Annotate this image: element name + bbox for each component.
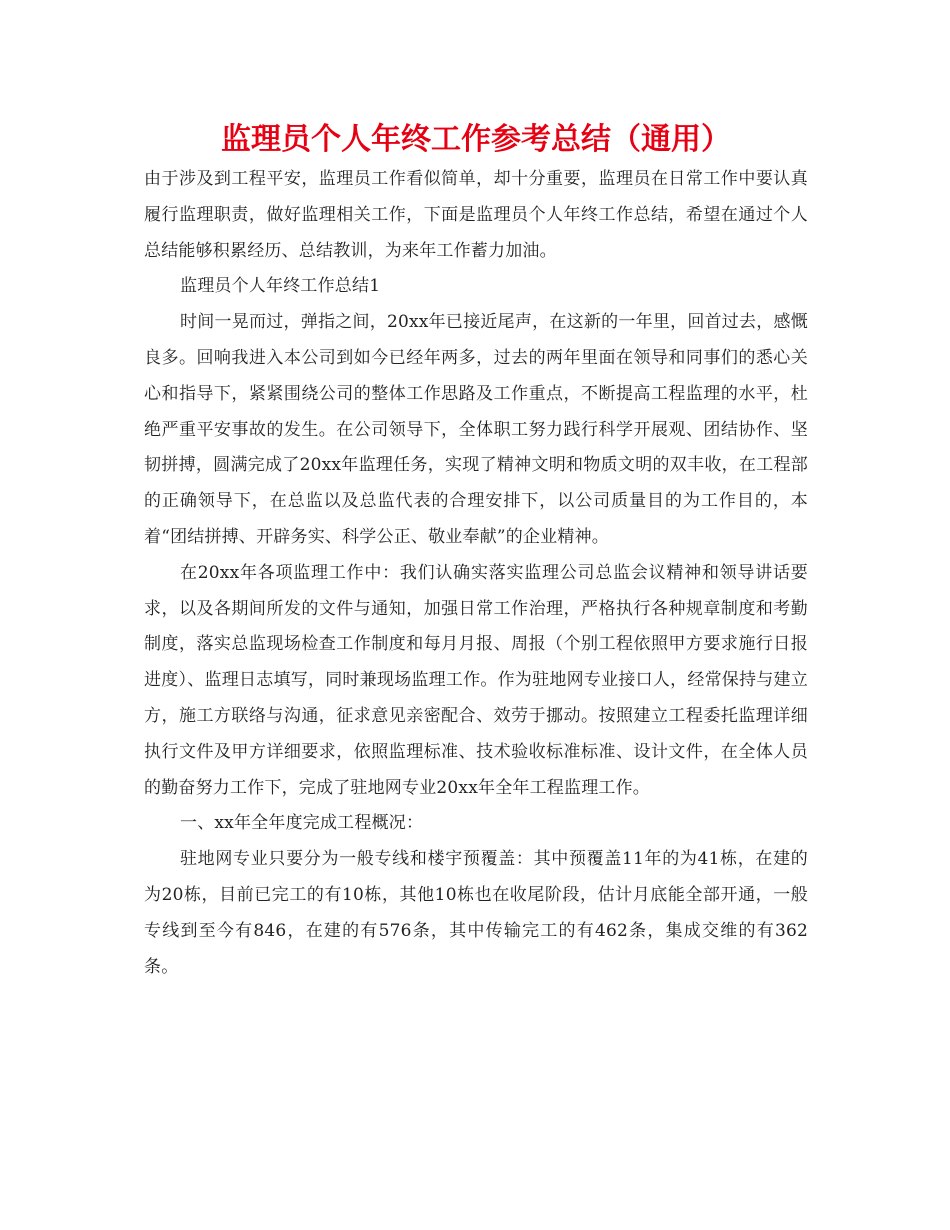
paragraph-subtitle: 监理员个人年终工作总结1	[180, 276, 381, 297]
paragraph-body: 在20xx年各项监理工作中：我们认确实落实监理公司总监会议精神和领导讲话要求，以及各期间所发的文件与通知，加强日常工作治理，严格执行各种规章制度和考勤制度，落实总监现场检查工作制度和每月月报、周报（个别工程依照甲方要求施行日报进度）、监理日志填写，同时兼现场监理工作。作为驻地网专业接口人，经常保持与建立方，施工方联络与沟通，征求意见亲密配合、效劳于挪动。按照建立工程委托监理详细执行文件及甲方详细要求，依照监理标准、技术验收标准标准、设计文件，在全体人员的勤奋努力工作下，完成了驻地网专业20xx年全年工程监理工作。	[144, 562, 808, 798]
paragraph-body: 时间一晃而过，弹指之间，20xx年已接近尾声，在这新的一年里，回首过去，感慨良多。回响我进入本公司到如今已经年两多，过去的两年里面在领导和同事们的悉心关心和指导下，紧紧围绕公司的整体工作思路及工作重点，不断提高工程监理的水平，杜绝严重平安事故的发生。在公司领导下，全体职工努力践行科学开展观、团结协作、坚韧拼搏，圆满完成了20xx年监理任务，实现了精神文明和物质文明的双丰收，在工程部的正确领导下，在总监以及总监代表的合理安排下，以公司质量目的为工作目的，本着“团结拼搏、开辟务实、科学公正、敬业奉献”的企业精神。	[144, 312, 808, 547]
paragraph-intro: 由于涉及到工程平安，监理员工作看似简单，却十分重要，监理员在日常工作中要认真履行监理职责，做好监理相关工作，下面是监理员个人年终工作总结，希望在通过个人总结能够积累经历、总结教训，为来年工作蓄力加油。	[144, 169, 808, 261]
paragraph-body: 驻地网专业只要分为一般专线和楼宇预覆盖：其中预覆盖11年的为41栋，在建的为20栋，目前已完工的有10栋，其他10栋也在收尾阶段，估计月底能全部开通，一般专线到至今有846，在建的有576条，其中传输完工的有462条，集成交维的有362条。	[144, 849, 808, 977]
paragraph-section-heading: 一、xx年全年度完成工程概况：	[180, 813, 424, 834]
document-body	[144, 162, 808, 985]
document-page	[144, 118, 808, 985]
document-title: 监理员个人年终工作参考总结（通用）	[221, 122, 731, 157]
